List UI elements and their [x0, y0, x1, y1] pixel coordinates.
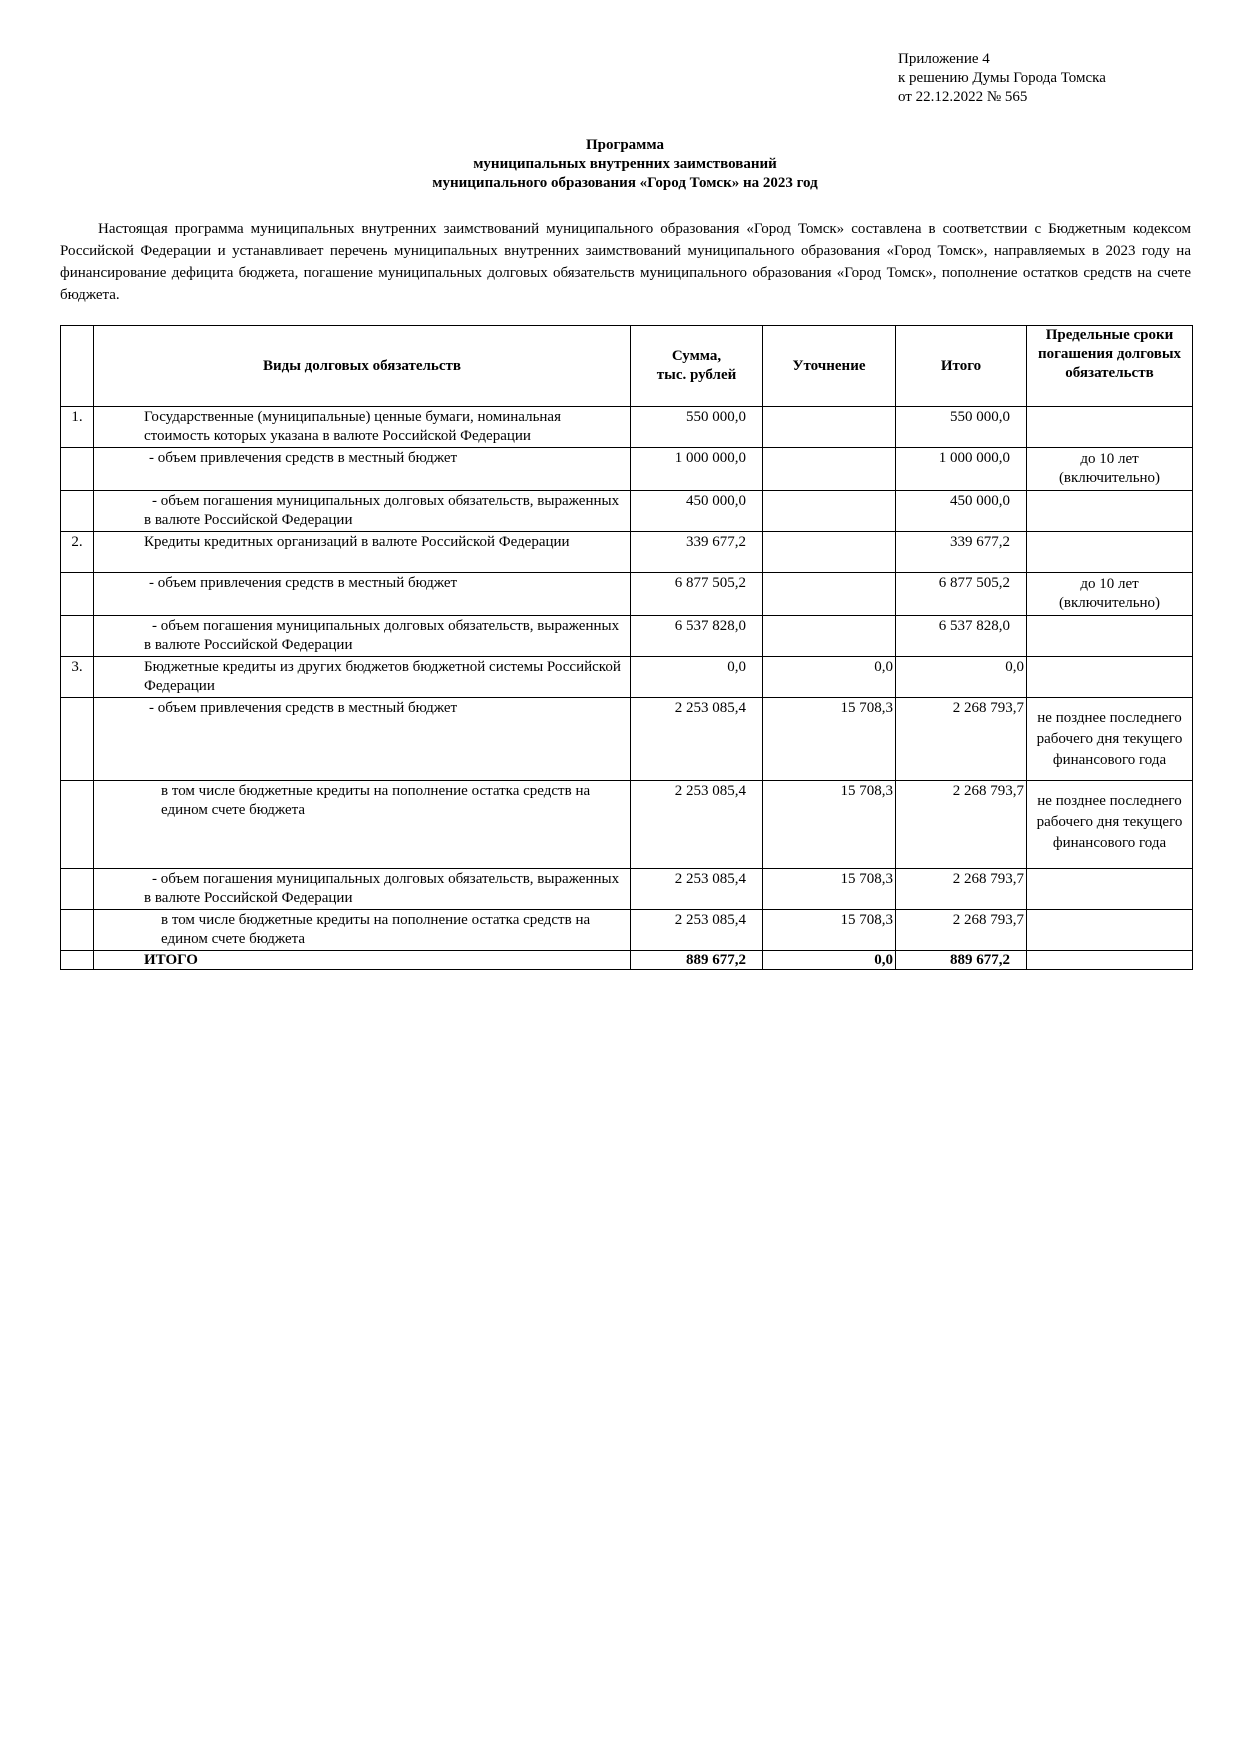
row-deadline — [1027, 616, 1193, 657]
row-name: - объем погашения муниципальных долговых обязательств, выраженных в валюте Российской Федерации — [94, 869, 631, 910]
row-total: 2 268 793,7 — [896, 869, 1027, 910]
table-row — [61, 407, 1193, 448]
header-sum — [631, 326, 763, 407]
total-row-deadline — [1027, 951, 1193, 970]
header-deadline: Предельные сроки погашения долговых обязательств — [1027, 326, 1193, 407]
row-name: Государственные (муниципальные) ценные бумаги, номинальная стоимость которых указана в валюте Российской Федерации — [94, 407, 631, 448]
row-number — [61, 781, 94, 869]
total-row-label: ИТОГО — [94, 951, 631, 970]
row-name: - объем привлечения средств в местный бюджет — [94, 448, 631, 491]
total-row-sum: 889 677,2 — [631, 951, 763, 970]
row-total: 339 677,2 — [896, 532, 1027, 573]
appendix-line-3: от 22.12.2022 № 565 — [898, 89, 1028, 105]
row-total: 2 268 793,7 — [896, 698, 1027, 781]
row-clarification — [763, 491, 896, 532]
appendix-note — [898, 50, 1106, 107]
row-deadline: до 10 лет (включительно) — [1027, 573, 1193, 616]
row-sum: 6 877 505,2 — [631, 573, 763, 616]
row-number: 3. — [61, 657, 94, 698]
document-title — [0, 136, 1240, 193]
title-line-2: муниципальных внутренних заимствований — [473, 156, 777, 172]
row-sum: 339 677,2 — [631, 532, 763, 573]
title-line-1: Программа — [586, 137, 664, 153]
borrowing-table — [60, 325, 1193, 970]
row-number — [61, 491, 94, 532]
row-number — [61, 910, 94, 951]
table-row — [61, 448, 1193, 491]
total-row-number — [61, 951, 94, 970]
row-total: 2 268 793,7 — [896, 910, 1027, 951]
row-name: - объем погашения муниципальных долговых обязательств, выраженных в валюте Российской Федерации — [94, 491, 631, 532]
row-total: 6 877 505,2 — [896, 573, 1027, 616]
appendix-line-1: Приложение 4 — [898, 51, 990, 67]
row-name: - объем погашения муниципальных долговых обязательств, выраженных в валюте Российской Федерации — [94, 616, 631, 657]
row-sum: 6 537 828,0 — [631, 616, 763, 657]
row-number — [61, 616, 94, 657]
header-number — [61, 326, 94, 407]
row-deadline — [1027, 910, 1193, 951]
row-clarification — [763, 573, 896, 616]
header-clarification: Уточнение — [763, 326, 896, 407]
header-sum-line-1: Сумма, — [671, 348, 722, 364]
row-number: 2. — [61, 532, 94, 573]
row-sum: 550 000,0 — [631, 407, 763, 448]
row-number — [61, 869, 94, 910]
table-row — [61, 616, 1193, 657]
row-deadline — [1027, 532, 1193, 573]
row-clarification: 15 708,3 — [763, 910, 896, 951]
row-number — [61, 573, 94, 616]
row-sum: 2 253 085,4 — [631, 698, 763, 781]
row-clarification — [763, 448, 896, 491]
row-name: в том числе бюджетные кредиты на пополнение остатка средств на едином счете бюджета — [94, 910, 631, 951]
appendix-line-2: к решению Думы Города Томска — [898, 70, 1106, 86]
row-clarification: 0,0 — [763, 657, 896, 698]
row-deadline: до 10 лет (включительно) — [1027, 448, 1193, 491]
row-name: - объем привлечения средств в местный бюджет — [94, 698, 631, 781]
row-deadline — [1027, 657, 1193, 698]
table-row — [61, 573, 1193, 616]
row-total: 6 537 828,0 — [896, 616, 1027, 657]
row-number — [61, 698, 94, 781]
row-total: 550 000,0 — [896, 407, 1027, 448]
row-clarification: 15 708,3 — [763, 869, 896, 910]
row-total: 2 268 793,7 — [896, 781, 1027, 869]
row-clarification — [763, 407, 896, 448]
row-clarification — [763, 616, 896, 657]
row-total: 0,0 — [896, 657, 1027, 698]
title-line-3: муниципального образования «Город Томск» на 2023 год — [432, 175, 818, 191]
row-total: 450 000,0 — [896, 491, 1027, 532]
total-row-clarification: 0,0 — [763, 951, 896, 970]
row-deadline — [1027, 407, 1193, 448]
row-sum: 450 000,0 — [631, 491, 763, 532]
intro-paragraph: Настоящая программа муниципальных внутренних заимствований муниципального образования «Город Томск» составлена в соответствии с Бюджетным кодексом Российской Федерации и устанавливает перечень муниципальных внутренних заимствований муниципального образования «Город Томск», направляемых в 2023 году на финансирование дефицита бюджета, погашение муниципальных долговых обязательств муниципального образования «Город Томск», пополнение остатков средств на счете бюджета. — [60, 221, 1191, 303]
header-type: Виды долговых обязательств — [94, 326, 631, 407]
row-total: 1 000 000,0 — [896, 448, 1027, 491]
row-sum: 1 000 000,0 — [631, 448, 763, 491]
header-total: Итого — [896, 326, 1027, 407]
table-row — [61, 532, 1193, 573]
table-row — [61, 910, 1193, 951]
table-row — [61, 869, 1193, 910]
row-sum: 2 253 085,4 — [631, 910, 763, 951]
total-row — [61, 951, 1193, 970]
row-deadline: не позднее последнего рабочего дня текущего финансового года — [1027, 781, 1193, 869]
row-sum: 2 253 085,4 — [631, 869, 763, 910]
table-row — [61, 491, 1193, 532]
row-name: Бюджетные кредиты из других бюджетов бюджетной системы Российской Федерации — [94, 657, 631, 698]
table-header-row — [61, 326, 1193, 407]
row-clarification — [763, 532, 896, 573]
row-deadline: не позднее последнего рабочего дня текущего финансового года — [1027, 698, 1193, 781]
table-row — [61, 781, 1193, 869]
table-row — [61, 657, 1193, 698]
row-number: 1. — [61, 407, 94, 448]
row-clarification: 15 708,3 — [763, 698, 896, 781]
table-row — [61, 698, 1193, 781]
row-name: - объем привлечения средств в местный бюджет — [94, 573, 631, 616]
row-name: Кредиты кредитных организаций в валюте Российской Федерации — [94, 532, 631, 573]
row-clarification: 15 708,3 — [763, 781, 896, 869]
row-deadline — [1027, 491, 1193, 532]
total-row-total: 889 677,2 — [896, 951, 1027, 970]
row-sum: 0,0 — [631, 657, 763, 698]
row-deadline — [1027, 869, 1193, 910]
header-sum-line-2: тыс. рублей — [656, 367, 737, 383]
row-number — [61, 448, 94, 491]
row-name: в том числе бюджетные кредиты на пополнение остатка средств на едином счете бюджета — [94, 781, 631, 869]
row-sum: 2 253 085,4 — [631, 781, 763, 869]
